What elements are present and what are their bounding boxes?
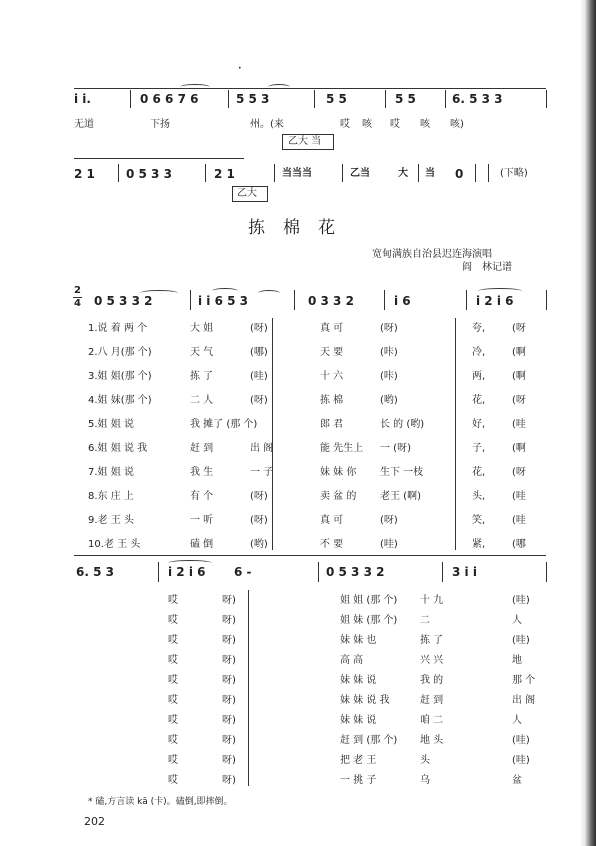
footnote: * 磕,方言读 kā (卡)。磕倒,即摔倒。 bbox=[88, 797, 233, 807]
measure-notes: 0 5 3 3 2 bbox=[94, 294, 153, 308]
verse-lyric: 呀) bbox=[222, 715, 236, 726]
barline bbox=[488, 164, 489, 182]
verse-lyric: 夸, bbox=[472, 323, 486, 334]
verse-lyric: 6.姐 姐 说 我 bbox=[88, 443, 148, 454]
percussion-label: 乙大 当 bbox=[288, 136, 322, 147]
barline bbox=[205, 164, 206, 182]
lyric: 州。(来 bbox=[250, 119, 284, 130]
verse-lyric: 呀) bbox=[222, 675, 236, 686]
verse-lyric: 大 姐 bbox=[190, 323, 214, 334]
verse-lyric: 哎 bbox=[168, 775, 178, 786]
verse-lyric: 真 可 bbox=[320, 515, 344, 526]
verse-lyric: (哇 bbox=[512, 515, 526, 526]
verse-lyric: 天 要 bbox=[320, 347, 344, 358]
measure-notes: 2 1 bbox=[74, 167, 95, 181]
page-edge-shadow bbox=[580, 0, 596, 846]
verse-lyric: (哪) bbox=[250, 347, 268, 358]
verse-lyric: 子, bbox=[472, 443, 486, 454]
verse-lyric: 磕 倒 bbox=[190, 539, 214, 550]
verse-lyric: (哪 bbox=[512, 539, 526, 550]
percussion-box bbox=[232, 186, 268, 202]
measure-notes: i i 6 5 3 bbox=[198, 294, 248, 308]
verse-lyric: 盆 bbox=[512, 775, 522, 786]
verse-lyric: 二 人 bbox=[190, 395, 214, 406]
slur bbox=[258, 290, 280, 296]
verse-lyric: 咱 二 bbox=[420, 715, 444, 726]
verse-lyric: 乌 bbox=[420, 775, 430, 786]
verse-lyric: 哎 bbox=[168, 655, 178, 666]
measure-notes: 0 3 3 2 bbox=[308, 294, 354, 308]
lyric: 咳) bbox=[450, 119, 464, 130]
verse-lyric: 拣 了 bbox=[420, 635, 444, 646]
lyric: 咳 bbox=[420, 119, 430, 130]
verse-lyric: 5.姐 姐 说 bbox=[88, 419, 134, 430]
verse-lyric: 高 高 bbox=[340, 655, 364, 666]
verse-lyric: (哇) bbox=[512, 635, 530, 646]
verse-lyric: 一 子 bbox=[250, 467, 274, 478]
lyric: 哎 bbox=[340, 119, 350, 130]
verse-lyric: 能 先生上 bbox=[320, 443, 364, 454]
verse-lyric: 生下 一枝 bbox=[380, 467, 424, 478]
verse-lyric: 一 听 bbox=[190, 515, 214, 526]
verse-lyric: 头 bbox=[420, 755, 430, 766]
barline bbox=[314, 90, 315, 108]
verse-lyric: 妹 妹 也 bbox=[340, 635, 377, 646]
barline bbox=[546, 90, 547, 108]
verse-lyric: 郎 君 bbox=[320, 419, 344, 430]
verse-lyric: 地 bbox=[512, 655, 522, 666]
verse-lyric: 哎 bbox=[168, 635, 178, 646]
verse-lyric: (哇) bbox=[512, 735, 530, 746]
measure-notes: i i. bbox=[74, 92, 91, 106]
verse-lyric: 十 六 bbox=[320, 371, 344, 382]
verse-lyric: 那 个 bbox=[512, 675, 536, 686]
verse-lyric: (哇) bbox=[380, 539, 398, 550]
verse-lyric: 长 的 (哟) bbox=[380, 419, 425, 430]
verse-lyric: (呀 bbox=[512, 323, 526, 334]
measure-notes: i 2 i 6 bbox=[168, 565, 206, 579]
verse-lyric: 哎 bbox=[168, 755, 178, 766]
lyric: 哎 bbox=[390, 119, 400, 130]
verse-lyric: (呀) bbox=[250, 395, 268, 406]
verse-lyric: 呀) bbox=[222, 655, 236, 666]
percussion-box bbox=[282, 134, 334, 150]
verse-lyric: 有 个 bbox=[190, 491, 214, 502]
verse-lyric: 呀) bbox=[222, 735, 236, 746]
verse-lyric: 出 阁 bbox=[512, 695, 536, 706]
verse-lyric: 笑, bbox=[472, 515, 486, 526]
measure-notes: 0 bbox=[455, 167, 464, 181]
barline bbox=[190, 290, 191, 310]
measure-notes: 3 i i bbox=[452, 565, 477, 579]
verse-lyric: 好, bbox=[472, 419, 486, 430]
verse-lyric: 不 要 bbox=[320, 539, 344, 550]
percussion-syllables: 当当当 bbox=[282, 168, 312, 179]
measure-notes: 5 5 bbox=[326, 92, 347, 106]
measure-notes: i 2 i 6 bbox=[476, 294, 514, 308]
barline bbox=[442, 562, 443, 582]
verse-lyric: (咔) bbox=[380, 347, 398, 358]
barline bbox=[418, 164, 419, 182]
omission-note: (下略) bbox=[500, 168, 528, 179]
measure-notes: 6. 5 3 bbox=[76, 565, 114, 579]
percussion-syllables: 当 bbox=[425, 168, 435, 179]
slur bbox=[140, 290, 178, 296]
verse-lyric: 赶 到 (那 个) bbox=[340, 735, 398, 746]
verse-lyric: (哇) bbox=[512, 755, 530, 766]
notation-credit: 阎 林记谱 bbox=[462, 262, 512, 273]
verse-lyric: 姐 姐 (那 个) bbox=[340, 595, 398, 606]
measure-notes: 0 5 3 3 bbox=[126, 167, 172, 181]
verse-lyric: 赶 到 bbox=[190, 443, 214, 454]
verse-lyric: 呀) bbox=[222, 635, 236, 646]
barline bbox=[455, 318, 456, 550]
verse-lyric: (哟) bbox=[380, 395, 398, 406]
barline bbox=[384, 290, 385, 310]
barline bbox=[445, 90, 446, 108]
measure-notes: 5 5 bbox=[395, 92, 416, 106]
barline bbox=[342, 164, 343, 182]
verse-lyric: 真 可 bbox=[320, 323, 344, 334]
barline bbox=[385, 90, 386, 108]
verse-lyric: 呀) bbox=[222, 775, 236, 786]
verse-lyric: 姐 妹 (那 个) bbox=[340, 615, 398, 626]
barline bbox=[248, 590, 249, 786]
verse-lyric: 妹 妹 你 bbox=[320, 467, 357, 478]
barline bbox=[546, 562, 547, 582]
verse-lyric: 一 挑 子 bbox=[340, 775, 377, 786]
measure-notes: 0 6 6 7 6 bbox=[140, 92, 199, 106]
page-number: 202 bbox=[84, 815, 105, 828]
measure-notes: i 6 bbox=[394, 294, 411, 308]
barline bbox=[158, 562, 159, 582]
verse-lyric: 卖 盆 的 bbox=[320, 491, 357, 502]
tie-line bbox=[74, 158, 244, 159]
verse-lyric: 拣 棉 bbox=[320, 395, 344, 406]
verse-lyric: 二 bbox=[420, 615, 430, 626]
barline bbox=[272, 318, 273, 550]
measure-notes: 6 - bbox=[234, 565, 252, 579]
barline bbox=[118, 164, 119, 182]
verse-lyric: (哇 bbox=[512, 491, 526, 502]
verse-lyric: 一 (呀) bbox=[380, 443, 411, 454]
verse-lyric: (呀) bbox=[380, 323, 398, 334]
verse-lyric: 呀) bbox=[222, 615, 236, 626]
verse-lyric: 花, bbox=[472, 467, 486, 478]
verse-lyric: (哇) bbox=[250, 371, 268, 382]
tie-line bbox=[74, 555, 546, 556]
verse-lyric: 把 老 王 bbox=[340, 755, 377, 766]
verse-lyric: 花, bbox=[472, 395, 486, 406]
verse-lyric: 2.八 月(那 个) bbox=[88, 347, 152, 358]
barline bbox=[130, 90, 131, 108]
verse-lyric: 冷, bbox=[472, 347, 486, 358]
verse-lyric: (呀 bbox=[512, 467, 526, 478]
barline bbox=[274, 164, 275, 182]
measure-notes: 6. 5 3 3 bbox=[452, 92, 503, 106]
verse-lyric: 呀) bbox=[222, 755, 236, 766]
verse-lyric: 地 头 bbox=[420, 735, 444, 746]
tie-line bbox=[74, 88, 546, 89]
verse-lyric: (啊 bbox=[512, 371, 526, 382]
verse-lyric: 老王 (啊) bbox=[380, 491, 421, 502]
lyric: 下扬 bbox=[150, 119, 170, 130]
verse-lyric: 哎 bbox=[168, 735, 178, 746]
verse-lyric: 我 的 bbox=[420, 675, 444, 686]
verse-lyric: 呀) bbox=[222, 695, 236, 706]
verse-lyric: 赶 到 bbox=[420, 695, 444, 706]
verse-lyric: 天 气 bbox=[190, 347, 214, 358]
slur bbox=[212, 288, 238, 294]
verse-lyric: 7.姐 姐 说 bbox=[88, 467, 134, 478]
verse-lyric: 3.姐 姐(那 个) bbox=[88, 371, 152, 382]
verse-lyric: 哎 bbox=[168, 595, 178, 606]
verse-lyric: 两, bbox=[472, 371, 486, 382]
verse-lyric: 我 生 bbox=[190, 467, 214, 478]
time-signature-top: 2 bbox=[74, 285, 81, 296]
measure-notes: 5 5 3 bbox=[236, 92, 270, 106]
verse-lyric: (呀) bbox=[250, 491, 268, 502]
verse-lyric: 呀) bbox=[222, 595, 236, 606]
slur bbox=[478, 288, 522, 294]
verse-lyric: 妹 妹 说 bbox=[340, 675, 377, 686]
verse-lyric: 哎 bbox=[168, 675, 178, 686]
barline bbox=[466, 290, 467, 310]
verse-lyric: (啊 bbox=[512, 347, 526, 358]
verse-lyric: 出 阁 bbox=[250, 443, 274, 454]
verse-lyric: 哎 bbox=[168, 715, 178, 726]
barline bbox=[294, 290, 295, 310]
verse-lyric: (呀) bbox=[380, 515, 398, 526]
percussion-syllables: 乙当 bbox=[350, 168, 370, 179]
verse-lyric: (咔) bbox=[380, 371, 398, 382]
time-signature-bottom: 4 bbox=[74, 298, 81, 309]
lyric: 咳 bbox=[362, 119, 372, 130]
verse-lyric: (呀) bbox=[250, 515, 268, 526]
verse-lyric: (呀 bbox=[512, 395, 526, 406]
verse-lyric: 紧, bbox=[472, 539, 486, 550]
verse-lyric: (哇) bbox=[512, 595, 530, 606]
verse-lyric: 十 九 bbox=[420, 595, 444, 606]
barline bbox=[228, 90, 229, 108]
verse-lyric: (哇 bbox=[512, 419, 526, 430]
percussion-label: 乙大 bbox=[237, 188, 257, 199]
verse-lyric: 兴 兴 bbox=[420, 655, 444, 666]
verse-lyric: 我 摊了 (那 个) bbox=[190, 419, 258, 430]
verse-lyric: 1.说 着 两 个 bbox=[88, 323, 148, 334]
verse-lyric: (呀) bbox=[250, 323, 268, 334]
measure-notes: 2 1 bbox=[214, 167, 235, 181]
verse-lyric: 人 bbox=[512, 715, 522, 726]
lyric: 无道 bbox=[74, 119, 94, 130]
barline bbox=[475, 164, 476, 182]
verse-lyric: 妹 妹 说 我 bbox=[340, 695, 390, 706]
song-title: 拣棉花 bbox=[248, 218, 353, 238]
verse-lyric: 9.老 王 头 bbox=[88, 515, 134, 526]
verse-lyric: 人 bbox=[512, 615, 522, 626]
verse-lyric: 8.东 庄 上 bbox=[88, 491, 134, 502]
ink-dot: • bbox=[238, 65, 242, 72]
verse-lyric: 4.姐 妹(那 个) bbox=[88, 395, 152, 406]
barline bbox=[546, 290, 547, 310]
verse-lyric: (啊 bbox=[512, 443, 526, 454]
slur bbox=[268, 84, 290, 90]
measure-notes: 0 5 3 3 2 bbox=[326, 565, 385, 579]
verse-lyric: 妹 妹 说 bbox=[340, 715, 377, 726]
slur bbox=[180, 84, 210, 90]
verse-lyric: 10.老 王 头 bbox=[88, 539, 141, 550]
verse-lyric: 哎 bbox=[168, 615, 178, 626]
slur bbox=[168, 560, 212, 566]
verse-lyric: 哎 bbox=[168, 695, 178, 706]
percussion-syllables: 大 bbox=[398, 168, 408, 179]
verse-lyric: 头, bbox=[472, 491, 486, 502]
verse-lyric: 拣 了 bbox=[190, 371, 214, 382]
performer-credit: 宽甸满族自治县迟连海演唱 bbox=[372, 249, 492, 260]
verse-lyric: (哟) bbox=[250, 539, 268, 550]
barline bbox=[318, 562, 319, 582]
